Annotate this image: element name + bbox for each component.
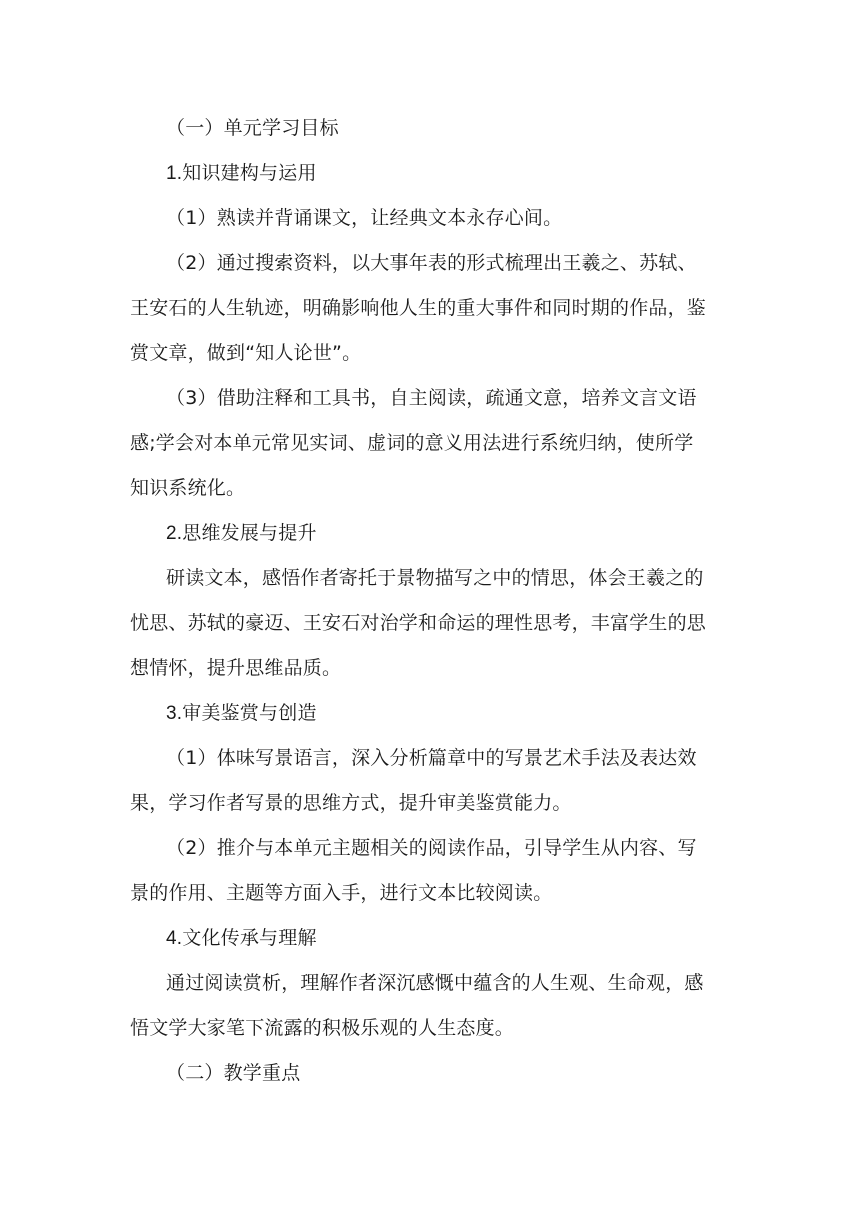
paragraph-line: （2）通过搜索资料，以大事年表的形式梳理出王羲之、苏轼、	[166, 252, 697, 274]
section-heading-key-points: （二）教学重点	[166, 1062, 301, 1084]
subheading-thinking: 2.思维发展与提升	[166, 523, 317, 544]
paragraph-line: 感;学会对本单元常见实词、虚词的意义用法进行系统归纳，使所学	[130, 432, 694, 454]
paragraph-line: 知识系统化。	[130, 477, 246, 499]
subheading-culture: 4.文化传承与理解	[166, 928, 317, 949]
paragraph-line: 忧思、苏轼的豪迈、王安石对治学和命运的理性思考，丰富学生的思	[130, 612, 707, 634]
paragraph-line: （2）推介与本单元主题相关的阅读作品，引导学生从内容、写	[166, 837, 697, 859]
paragraph-line: 景的作用、主题等方面入手，进行文本比较阅读。	[130, 882, 553, 904]
paragraph-line: 想情怀，提升思维品质。	[130, 657, 342, 679]
paragraph-line: （1）体味写景语言，深入分析篇章中的写景艺术手法及表达效	[166, 747, 697, 769]
section-heading-learning-goals: （一）单元学习目标	[166, 117, 339, 139]
subheading-knowledge: 1.知识建构与运用	[166, 163, 317, 184]
paragraph-line: 果，学习作者写景的思维方式，提升审美鉴赏能力。	[130, 792, 572, 814]
document-body	[130, 106, 732, 1096]
paragraph-line: 研读文本，感悟作者寄托于景物描写之中的情思，体会王羲之的	[166, 567, 704, 589]
paragraph-line: 通过阅读赏析，理解作者深沉感慨中蕴含的人生观、生命观，感	[166, 972, 704, 994]
paragraph-line: 赏文章，做到“知人论世”。	[130, 342, 362, 364]
paragraph-line: 王安石的人生轨迹，明确影响他人生的重大事件和同时期的作品，鉴	[130, 297, 707, 319]
paragraph-line: （3）借助注释和工具书，自主阅读，疏通文意，培养文言文语	[166, 387, 697, 409]
paragraph-line: （1）熟读并背诵课文，让经典文本永存心间。	[166, 207, 563, 229]
subheading-aesthetics: 3.审美鉴赏与创造	[166, 703, 317, 724]
paragraph-line: 悟文学大家笔下流露的积极乐观的人生态度。	[130, 1017, 515, 1039]
